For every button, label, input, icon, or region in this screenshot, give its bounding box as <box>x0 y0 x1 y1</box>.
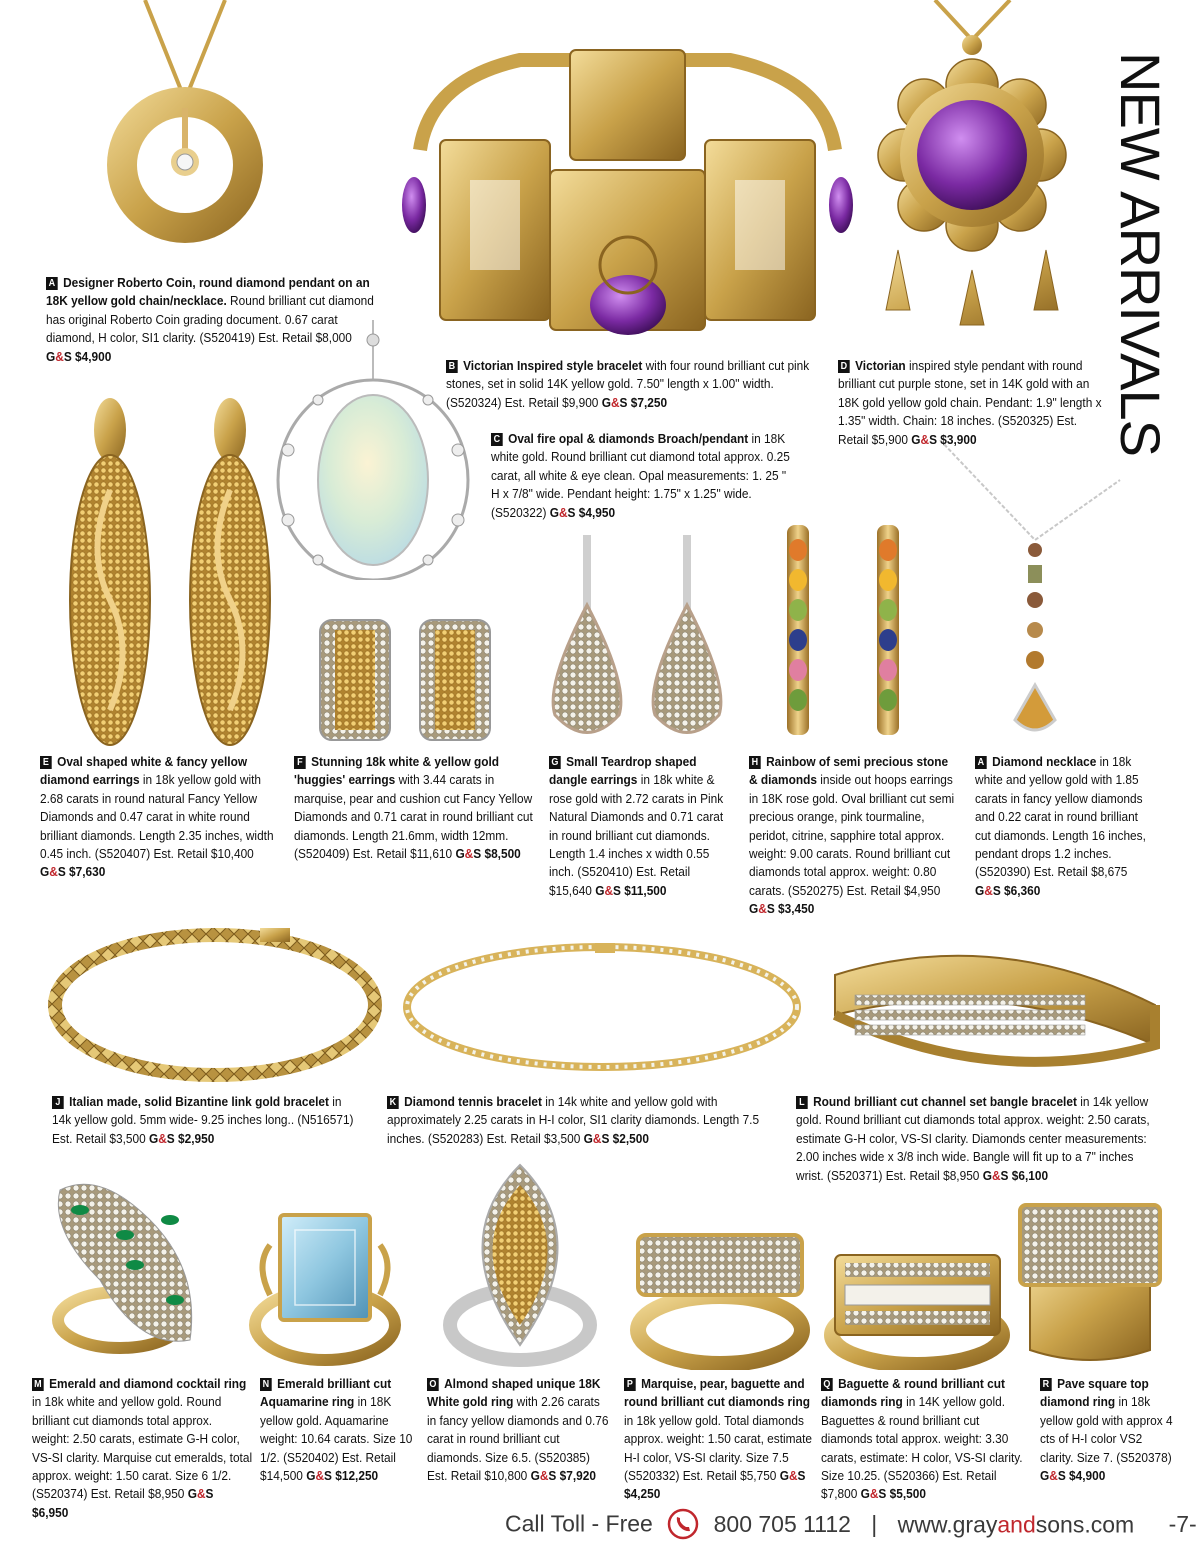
item-body: in 18K white gold. Round brilliant cut diamond total approx. 0.25 carat, all white & eye clean. Opal measurements: 1. 25 " H x 7/8" wide. Pendant height: 1.75" x 1.25" wide. (S520322) <box>491 431 790 520</box>
item-title: Diamond tennis bracelet <box>404 1094 542 1109</box>
victorian-bracelet-image <box>400 40 855 340</box>
item-title: Italian made, solid Bizantine link gold bracelet <box>69 1094 329 1109</box>
page-number: -7- <box>1168 1510 1197 1537</box>
item-letter: R <box>1040 1378 1052 1391</box>
new-arrivals-banner <box>1109 52 1175 482</box>
product-desc-b-victorian-bracelet <box>446 357 824 412</box>
product-desc-l-channel-bangle <box>796 1093 1152 1185</box>
item-title: Emerald and diamond cocktail ring <box>49 1376 247 1391</box>
item-letter: J <box>52 1096 64 1109</box>
gs-price: $4,250 <box>624 1486 661 1502</box>
gs-price-label: G&S $2,950 <box>148 1130 215 1146</box>
gs-price: $3,900 <box>940 431 977 447</box>
item-letter: P <box>624 1378 636 1391</box>
item-title: Oval shaped white & fancy yellow diamond earrings <box>40 754 248 788</box>
gs-price-label: G&S $2,500 <box>583 1130 649 1146</box>
huggie-earrings-image <box>315 615 495 745</box>
pave-square-ring-image <box>1015 1200 1165 1370</box>
gs-price-label: G&S $7,250 <box>601 394 668 410</box>
item-title: Pave square top diamond ring <box>1040 1376 1149 1410</box>
item-body: inspired style pendant with round brilliant cut purple stone, set in 14K gold with an 18K gold yellow gold chain. Pendant: 1.9" length x 1.35" width. Chain: 18 inches. (S520325) Est. Retail $5,900 <box>838 358 1102 447</box>
item-letter: E <box>40 756 52 769</box>
gs-price-label: G&S $3,900 <box>911 431 977 447</box>
item-title: Stunning 18k white & yellow gold 'huggies' earrings <box>294 754 500 788</box>
gs-price: $6,360 <box>1004 882 1041 898</box>
item-body: with four round brilliant cut pink stones, set in solid 14K yellow gold. 7.50" length x 1.00" width. (S520324) Est. Retail $9,900 <box>446 358 810 410</box>
new-arrivals-title: NEW ARRIVALS <box>1109 52 1172 456</box>
gs-price: $4,900 <box>75 348 112 364</box>
item-body: in 18k yellow gold with 2.68 carats in round natural Fancy Yellow Diamonds and 0.47 carat in white round brilliant diamonds. Length 2.35 inches, width 0.45 inch. (S520407) Est. Retail $10,400 <box>40 772 274 862</box>
gs-price: $6,950 <box>32 1504 69 1520</box>
aquamarine-ring-image <box>240 1205 410 1370</box>
gs-price: $5,500 <box>889 1486 926 1502</box>
bizantine-bracelet-image <box>45 920 385 1090</box>
product-desc-j-bizantine-bracelet <box>52 1093 363 1148</box>
item-title: Marquise, pear, baguette and round brilliant cut diamonds ring <box>624 1376 810 1410</box>
phone-icon <box>667 1508 699 1540</box>
product-desc-d-victorian-pendant <box>838 357 1110 449</box>
item-title: Round brilliant cut channel set bangle bracelet <box>813 1094 1077 1109</box>
item-title: Small Teardrop shaped dangle earrings <box>549 754 697 788</box>
item-letter: A <box>975 756 987 769</box>
call-label: Call Toll - Free <box>505 1510 653 1537</box>
item-body: inside out hoops earrings in 18K rose gold. Oval brilliant cut semi precious orange, pink tourmaline, peridot, citrine, sapphire total approx. weight: 9.00 carats. Round brilliant cut diamonds total approx. weight: 0.80 carats. (S520275) Est. Retail $4,950 <box>749 772 955 898</box>
item-letter: Q <box>821 1378 833 1391</box>
gs-price: $6,100 <box>1011 1167 1049 1183</box>
item-body: Round brilliant cut diamond has original Roberto Coin grading document. 0.67 carat diamond, H color, SI1 clarity. (S520419) Est. Retail $8,000 <box>46 293 374 346</box>
marquise-band-ring-image <box>630 1215 810 1370</box>
product-desc-a-roberto-coin <box>46 274 377 366</box>
item-body: in 18k white & rose gold with 2.72 carats in Pink Natural Diamonds and 0.71 carat in round brilliant cut diamonds. Length 1.4 inches x width 0.55 inch. (S520410) Est. Retail $15,640 <box>549 772 724 898</box>
channel-bangle-image <box>815 935 1170 1090</box>
product-desc-r-pave-ring <box>1040 1375 1175 1485</box>
item-letter: B <box>446 360 458 373</box>
gs-price: $8,500 <box>484 846 521 862</box>
gs-price: $7,630 <box>69 864 106 880</box>
product-desc-o-almond-ring <box>427 1375 612 1485</box>
gs-price-label: G&S $4,900 <box>1040 1468 1106 1484</box>
item-title: Almond shaped unique 18K White gold ring <box>427 1376 601 1410</box>
item-title: Diamond necklace <box>992 754 1097 769</box>
website-link[interactable]: www.grayandsons.com <box>897 1511 1135 1538</box>
product-desc-g-teardrop-earrings <box>549 753 734 900</box>
item-body: in 18k white and yellow gold with 1.85 carats in fancy yellow diamonds and 0.22 carat in round brilliant cut diamonds. Length 16 inches, pendant drops 1.2 inches. (S520390) Est. Retail $8,675 <box>975 754 1146 880</box>
item-letter: N <box>260 1378 272 1391</box>
gs-price-label: G&S $7,920 <box>530 1468 596 1484</box>
item-body: in 18k yellow gold. Total diamonds approx. weight: 1.50 carat, estimate H-I color, VS-SI clarity. Size 7.5 (S520332) Est. Retail $5,750 <box>624 1412 813 1484</box>
oval-earrings-image <box>65 390 275 750</box>
item-letter: L <box>796 1096 808 1109</box>
product-desc-m-emerald-ring <box>32 1375 253 1522</box>
gs-price-label: G&S $7,630 <box>40 864 106 880</box>
product-desc-k-tennis-bracelet <box>387 1093 774 1148</box>
item-body: in 14k yellow gold. Round brilliant cut diamonds total approx. weight: 2.50 carats, estimate G-H color, VS-SI clarity. Diamonds center measurements: 2.00 inches wide x 3/8 inch wide. Bangle will fit up to a 7" inches wrist. (S520371) Est. Retail $8,950 <box>796 1094 1150 1183</box>
baguette-ring-image <box>820 1245 1015 1370</box>
item-body: in 18K yellow gold. Aquamarine weight: 10.64 carats. Size 10 1/2. (S520402) Est. Retail $14,500 <box>260 1394 413 1484</box>
gs-price-label: G&S $6,950 <box>32 1486 214 1520</box>
diamond-necklace-image <box>930 440 1130 740</box>
gs-price: $4,900 <box>1069 1468 1106 1484</box>
product-desc-a-diamond-necklace <box>975 753 1151 900</box>
gs-price-label: G&S $4,950 <box>549 504 616 520</box>
gs-price-label: G&S $8,500 <box>455 846 521 862</box>
emerald-ring-image <box>40 1160 210 1360</box>
item-title: Victorian Inspired style bracelet <box>463 358 643 373</box>
item-letter: F <box>294 756 306 769</box>
product-desc-e-oval-earrings <box>40 753 281 882</box>
item-letter: M <box>32 1378 44 1391</box>
almond-ring-image <box>435 1160 605 1370</box>
gs-price-label: G&S $5,500 <box>860 1486 926 1502</box>
gs-price-label: G&S $6,360 <box>975 882 1041 898</box>
product-desc-c-opal-brooch <box>491 430 793 522</box>
item-letter: A <box>46 277 58 290</box>
item-body: in 18k white and yellow gold. Round brilliant cut diamonds total approx. weight: 2.50 carats, estimate G-H color, VS-SI clarity. Marquise cut emeralds, total approx. weight: 1.50 carat. Size 6 1/2. (S520374) Est. Retail $8,950 <box>32 1394 253 1502</box>
item-title: Oval fire opal & diamonds Broach/pendant <box>508 431 749 446</box>
product-desc-p-marquise-band <box>624 1375 818 1504</box>
item-letter: G <box>549 756 561 769</box>
gs-price-label: G&S $3,450 <box>749 901 815 917</box>
item-letter: C <box>491 433 503 446</box>
gs-price-label: G&S $4,250 <box>624 1468 806 1502</box>
roberto-coin-pendant-image <box>85 0 285 265</box>
victorian-pendant-image <box>860 0 1090 330</box>
gs-price-label: G&S $12,250 <box>306 1468 379 1484</box>
footer-contact-bar <box>505 1508 1197 1548</box>
item-body: in 14K yellow gold. Baguettes & round brilliant cut diamonds total approx. weight: 3.30 carats, estimate: H color, VS-SI clarity. Size 10.25. (S520366) Est. Retail $7,800 <box>821 1394 1023 1502</box>
item-title: Baguette & round brilliant cut diamonds ring <box>821 1376 1005 1410</box>
item-body: in 18k yellow gold with approx 4 cts of H-I color VS2 clarity. Size 7. (S520378) <box>1040 1394 1173 1465</box>
footer-separator: | <box>871 1510 878 1537</box>
gs-price: $7,920 <box>559 1468 596 1484</box>
gs-price: $3,450 <box>778 901 815 917</box>
item-letter: K <box>387 1096 399 1109</box>
product-desc-f-huggies <box>294 753 537 863</box>
product-desc-h-rainbow-hoops <box>749 753 956 919</box>
gs-price: $12,250 <box>335 1468 379 1484</box>
item-letter: H <box>749 756 761 769</box>
item-title: Rainbow of semi precious stone & diamonds <box>749 754 949 788</box>
item-body: in 14k white and yellow gold with approximately 2.25 carats in H-I color, SI1 clarity diamonds. Length 7.5 inches. (S520283) Est. Retail $3,500 <box>387 1094 760 1146</box>
phone-number[interactable]: 800 705 1112 <box>713 1510 851 1537</box>
gs-price-label: G&S $11,500 <box>595 882 667 898</box>
product-desc-q-baguette-ring <box>821 1375 1024 1504</box>
item-body: with 2.26 carats in fancy yellow diamonds and 0.76 carat in round brilliant cut diamonds. Size 6.5. (S520385) Est. Retail $10,800 <box>427 1394 609 1484</box>
item-title: Designer Roberto Coin, round diamond pendant on an 18K yellow gold chain/necklace. <box>46 275 370 309</box>
gs-price: $7,250 <box>630 394 668 410</box>
item-body: in 14k yellow gold. 5mm wide- 9.25 inches long.. (N516571) Est. Retail $3,500 <box>52 1094 354 1146</box>
tennis-bracelet-image <box>400 935 805 1080</box>
item-title: Emerald brilliant cut Aquamarine ring <box>260 1376 392 1410</box>
gs-price: $2,500 <box>612 1130 649 1146</box>
gs-price: $11,500 <box>624 882 667 898</box>
teardrop-earrings-image <box>545 535 735 745</box>
rainbow-hoops-image <box>775 520 915 740</box>
item-body: with 3.44 carats in marquise, pear and cushion cut Fancy Yellow Diamonds and 0.71 carat in round brilliant cut diamonds. Length 21.6mm, width 12mm. (S520409) Est. Retail $11,610 <box>294 772 533 862</box>
gs-price: $2,950 <box>178 1130 215 1146</box>
product-desc-n-aquamarine-ring <box>260 1375 413 1485</box>
gs-price: $4,950 <box>578 504 616 520</box>
item-letter: O <box>427 1378 439 1391</box>
gs-price-label: G&S $4,900 <box>46 348 112 364</box>
item-title: Victorian <box>855 358 906 373</box>
item-letter: D <box>838 360 850 373</box>
gs-price-label: G&S $6,100 <box>982 1167 1049 1183</box>
